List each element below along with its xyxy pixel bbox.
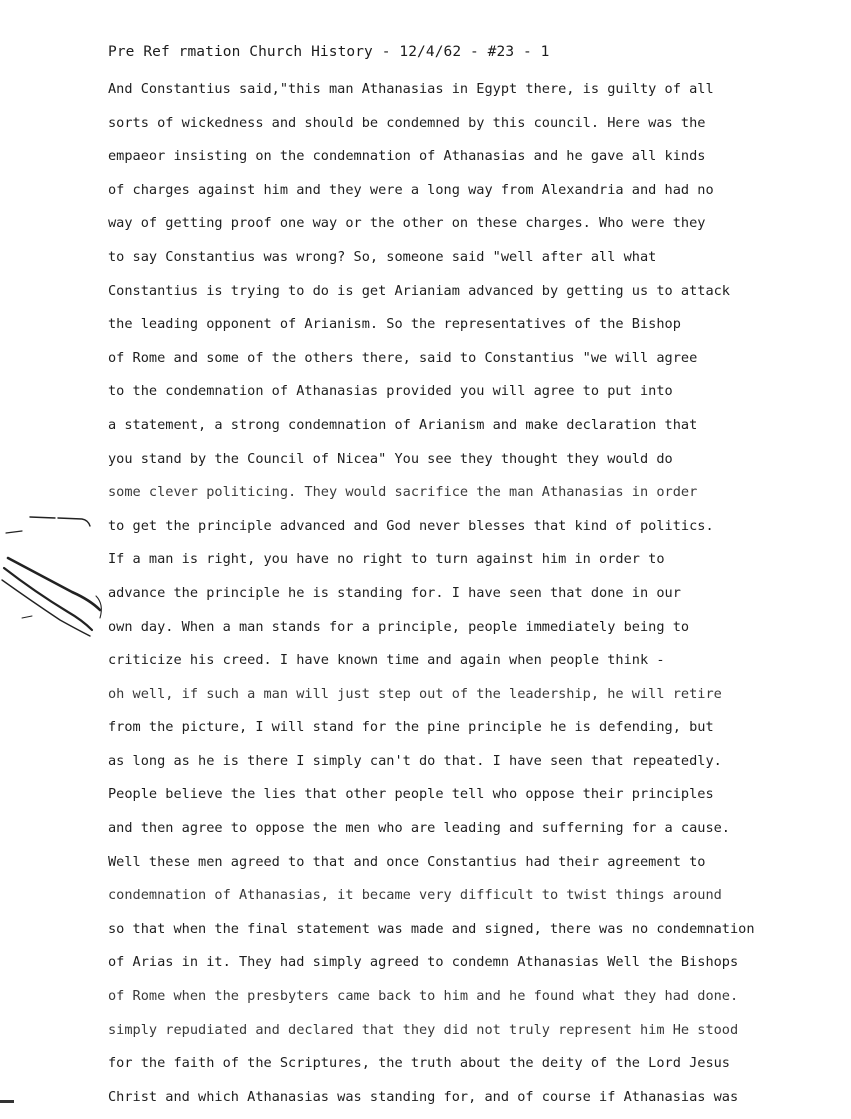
text-line: And Constantius said,"this man Athanasias in Egypt there, is guilty of all (108, 81, 714, 97)
text-line: the leading opponent of Arianism. So the representatives of the Bishop (108, 316, 681, 333)
text-line: of Arias in it. They had simply agreed to condemn Athanasias Well the Bishops (108, 954, 739, 971)
corner-mark (0, 1100, 14, 1103)
text-line: of charges against him and they were a long way from Alexandria and had no (108, 181, 714, 198)
text-line: for the faith of the Scriptures, the truth about the deity of the Lord Jesus (108, 1055, 730, 1072)
text-line: Well these men agreed to that and once Constantius had their agreement to (108, 853, 706, 870)
text-line: a statement, a strong condemnation of Arianism and make declaration that (108, 416, 698, 433)
transcript-body (108, 78, 798, 1119)
text-line: simply repudiated and declared that they did not truly represent him He stood (108, 1021, 739, 1038)
text-line: criticize his creed. I have known time and again when people think - (108, 652, 665, 669)
text-line: Constantius is trying to do is get Arianiam advanced by getting us to attack (108, 282, 730, 299)
text-line: way of getting proof one way or the other on these charges. Who were they (108, 215, 706, 232)
text-line: to the condemnation of Athanasias provided you will agree to put into (108, 383, 673, 400)
text-line: empaeor insisting on the condemnation of Athanasias and he gave all kinds (108, 148, 706, 165)
text-line: to get the principle advanced and God never blesses that kind of politics. (108, 517, 714, 534)
text-line: Christ and which Athanasias was standing for, and of course if Athanasias was (108, 1088, 739, 1105)
margin-pen-marks (0, 500, 110, 650)
text-line: to say Constantius was wrong? So, someone said "well after all what (108, 248, 657, 265)
text-line: sorts of wickedness and should be condemned by this council. Here was the (108, 114, 706, 131)
text-line: If a man is right, you have no right to turn against him in order to (108, 551, 665, 568)
text-line: People believe the lies that other people tell who oppose their principles (108, 786, 714, 803)
text-line: as long as he is there I simply can't do that. I have seen that repeatedly. (108, 752, 722, 769)
text-line: and then agree to oppose the men who are leading and sufferning for a cause. (108, 820, 730, 837)
text-line: of Rome and some of the others there, said to Constantius "we will agree (108, 349, 698, 366)
text-line: own day. When a man stands for a principle, people immediately being to (108, 618, 690, 635)
text-line: you stand by the Council of Nicea" You see they thought they would do (108, 450, 673, 467)
text-line: condemnation of Athanasias, it became very difficult to twist things around (108, 887, 722, 904)
page-header: Pre Ref rmation Church History - 12/4/62 - #23 - 1 (108, 44, 550, 60)
text-line: advance the principle he is standing for. I have seen that done in our (108, 584, 681, 601)
text-line: from the picture, I will stand for the pine principle he is defending, but (108, 719, 714, 736)
text-line: oh well, if such a man will just step out of the leadership, he will retire (108, 685, 722, 702)
text-line: some clever politicing. They would sacrifice the man Athanasias in order (108, 484, 698, 501)
text-line: so that when the final statement was made and signed, there was no condemnation (108, 920, 755, 937)
text-line: of Rome when the presbyters came back to him and he found what they had done. (108, 988, 739, 1005)
